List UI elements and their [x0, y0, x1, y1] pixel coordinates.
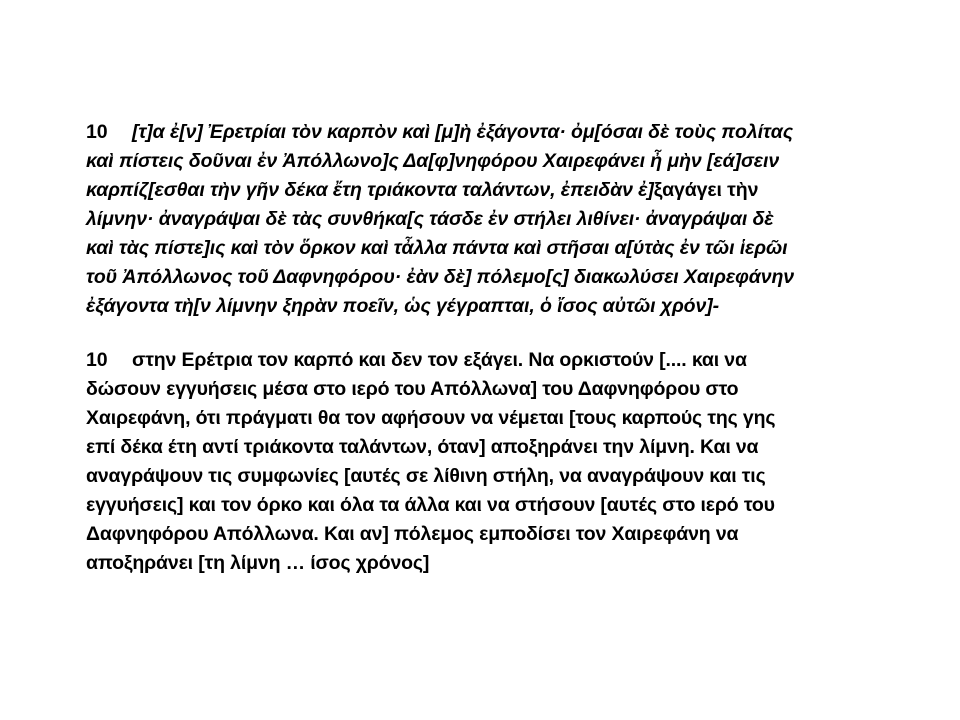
- original-line-4: λίμνην· ἀναγράψαι δὲ τὰς συνθήκα[ς τάσδε ἐν στήλει λιθίνει· ἀναγράψαι δὲ: [86, 208, 774, 230]
- line-number: 10: [86, 349, 108, 371]
- original-line-6: τοῦ Ἀπόλλωνος τοῦ Δαφνηφόρου· ἐὰν δὲ] πόλεμο[ς] διακωλύσει Χαιρεφάνην: [86, 266, 795, 288]
- original-line-3: καρπίζ[εσθαι τὴν γῆν δέκα ἔτη τριάκοντα ταλάντων, ἐπειδὰν ἐ]ξαγάγει τὴν: [86, 179, 759, 201]
- translation-line-3: Χαιρεφάνη, ότι πράγματι θα τον αφήσουν να νέμεται [τους καρπούς της γης: [86, 407, 776, 429]
- translation-line-8: αποξηράνει [τη λίμνη … ίσος χρόνος]: [86, 552, 430, 574]
- ancient-greek-text: [86, 118, 886, 321]
- modern-greek-translation: [86, 346, 886, 578]
- translation-line-1: 10 στην Ερέτρια τον καρπό και δεν τον εξάγει. Να ορκιστούν [.... και να: [86, 346, 886, 375]
- original-line-2: καὶ πίστεις δοῦναι ἐν Ἀπόλλωνο]ς Δα[φ]νηφόρου Χαιρεφάνει ἦ μὴν [εά]σειν: [86, 150, 780, 172]
- translation-line-2: δώσουν εγγυήσεις μέσα στο ιερό του Απόλλωνα] του Δαφνηφόρου στο: [86, 378, 739, 400]
- original-line-1: 10 [τ]α ἐ[ν] Ἐρετρίαι τὸν καρπὸν καὶ [μ]ὴ ἐξάγοντα· ὀμ[όσαι δὲ τοὺς πολίτας: [86, 118, 886, 147]
- translation-line-5: αναγράψουν τις συμφωνίες [αυτές σε λίθινη στήλη, να αναγράψουν και τις: [86, 465, 766, 487]
- overlapping-text: ξαγάγει τὴν: [653, 179, 759, 201]
- translation-line-6: εγγυήσεις] και τον όρκο και όλα τα άλλα και να στήσουν [αυτές στο ιερό του: [86, 494, 775, 516]
- original-line-5: καὶ τὰς πίστε]ις καὶ τὸν ὅρκον καὶ τἆλλα πάντα καὶ στῆσαι α[ύτὰς ἐν τῶι ἱερῶι: [86, 237, 788, 259]
- original-line-7: ἐξάγοντα τὴ[ν λίμνην ξηρὰν ποεῖν, ὡς γέγραπται, ὁ ἴσος αὐτῶι χρόν]-: [86, 295, 720, 317]
- translation-line-4: επί δέκα έτη αντί τριάκοντα ταλάντων, όταν] αποξηράνει την λίμνη. Και να: [86, 436, 759, 458]
- line-number: 10: [86, 121, 108, 143]
- translation-line-7: Δαφνηφόρου Απόλλωνα. Και αν] πόλεμος εμποδίσει τον Χαιρεφάνη να: [86, 523, 739, 545]
